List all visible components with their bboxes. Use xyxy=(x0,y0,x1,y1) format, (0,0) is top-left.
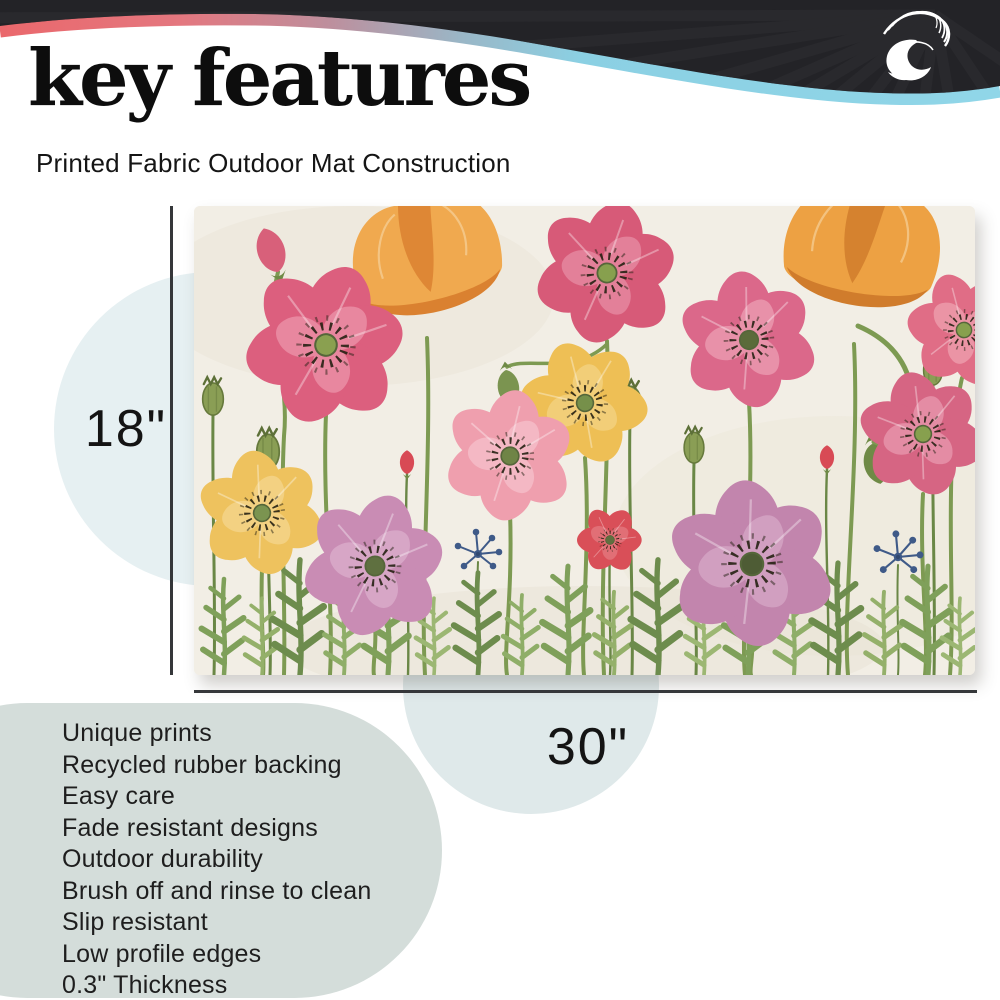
height-dimension-label: 18" xyxy=(84,400,168,458)
page-title: key features xyxy=(28,33,530,124)
features-list xyxy=(62,718,372,1000)
product-image-mat xyxy=(194,206,975,675)
poppy-field-illustration xyxy=(194,206,975,675)
feature-item: Outdoor durability xyxy=(62,845,263,873)
feature-item: Slip resistant xyxy=(62,908,208,936)
feature-item: 0.3" Thickness xyxy=(62,971,228,999)
feature-item: Recycled rubber backing xyxy=(62,750,342,779)
width-dimension-line xyxy=(194,690,977,693)
feature-item: Easy care xyxy=(62,782,175,810)
page-subtitle: Printed Fabric Outdoor Mat Construction xyxy=(36,148,511,178)
feature-item: Fade resistant designs xyxy=(62,813,318,842)
feature-item: Brush off and rinse to clean xyxy=(62,876,372,905)
feature-item: Unique prints xyxy=(62,719,212,747)
width-dimension-label: 30" xyxy=(546,718,630,776)
feature-item: Low profile edges xyxy=(62,939,262,968)
